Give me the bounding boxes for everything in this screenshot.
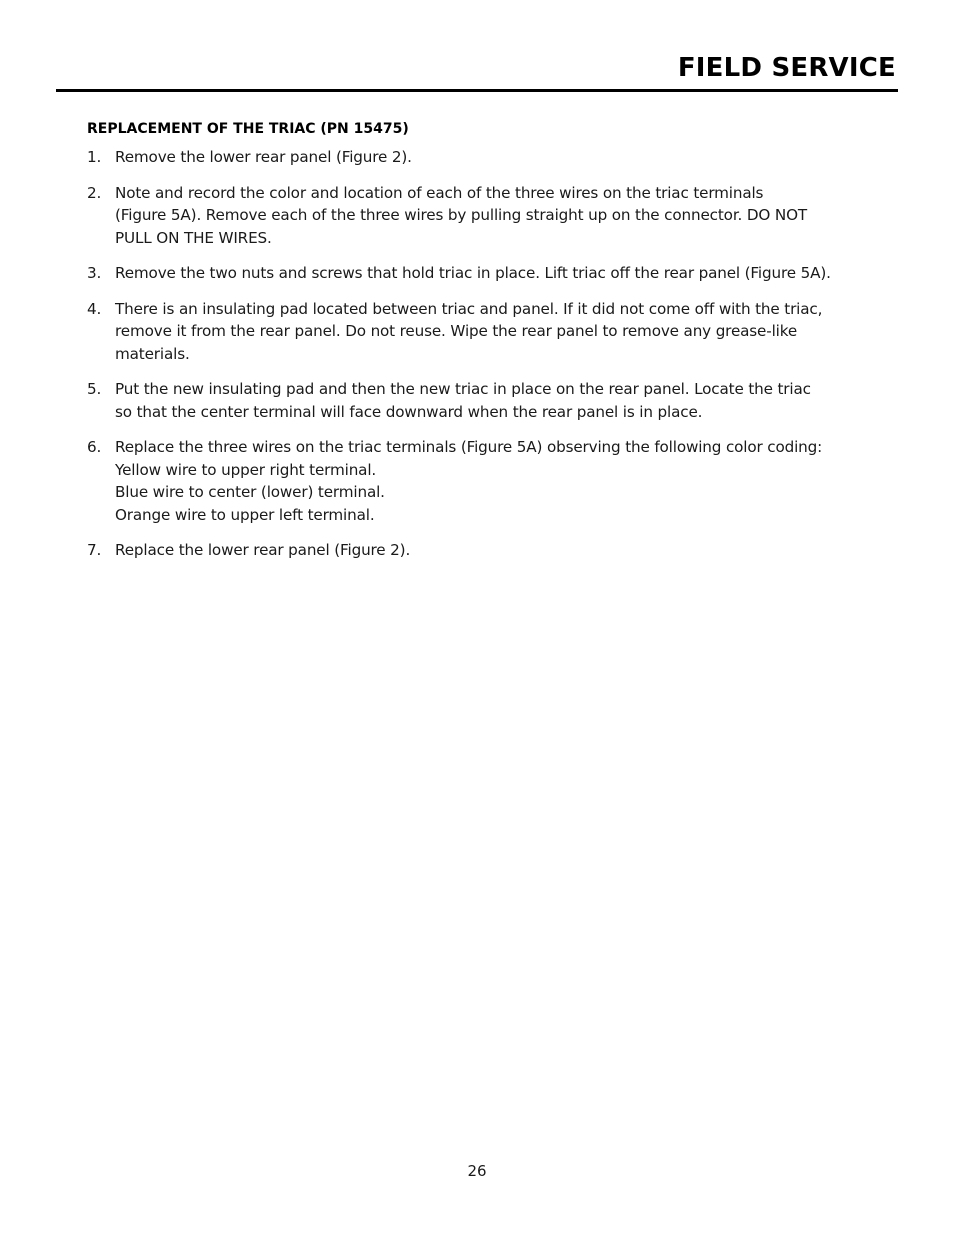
section-heading: REPLACEMENT OF THE TRIAC (PN 15475)	[87, 121, 409, 137]
step-text-line: PULL ON THE WIRES.	[115, 228, 272, 247]
step-text-line: materials.	[115, 344, 190, 363]
step-text-line: Remove the two nuts and screws that hold triac in place. Lift triac off the rear panel (Figure 5A).	[115, 264, 831, 282]
step-number: 4.	[87, 299, 102, 318]
step-text-line: Blue wire to center (lower) terminal.	[115, 483, 385, 501]
page-header	[56, 52, 898, 92]
step-text-line: so that the center terminal will face downward when the rear panel is in place.	[115, 402, 703, 421]
step-text-line: Remove the lower rear panel (Figure 2).	[115, 148, 412, 166]
step-number: 1.	[87, 148, 102, 166]
list-item	[87, 378, 877, 423]
step-text-line: Put the new insulating pad and then the new triac in place on the rear panel. Locate the triac	[115, 380, 811, 398]
step-number: 5.	[87, 380, 102, 398]
list-item	[87, 146, 877, 169]
list-item	[87, 539, 877, 562]
step-number: 6.	[87, 438, 102, 456]
step-number: 3.	[87, 264, 102, 282]
steps-list	[87, 146, 877, 562]
step-text-line: (Figure 5A). Remove each of the three wires by pulling straight up on the connector. DO NOT	[115, 206, 808, 224]
list-item	[87, 436, 877, 526]
step-text-line: Orange wire to upper left terminal.	[115, 505, 375, 524]
list-item	[87, 262, 877, 285]
step-text-line: Replace the three wires on the triac terminals (Figure 5A) observing the following color coding:	[115, 438, 823, 456]
page-number: 26	[467, 1162, 487, 1180]
list-item	[87, 298, 877, 366]
step-text-line: Note and record the color and location of each of the three wires on the triac terminals	[115, 183, 764, 202]
step-text-line: Replace the lower rear panel (Figure 2).	[115, 541, 411, 559]
step-number: 7.	[87, 541, 102, 559]
triac-replacement-section	[87, 119, 877, 575]
step-text-line: Yellow wire to upper right terminal.	[115, 460, 377, 479]
step-number: 2.	[87, 183, 102, 202]
list-item	[87, 182, 877, 250]
step-text-line: remove it from the rear panel. Do not reuse. Wipe the rear panel to remove any grease-like	[115, 322, 798, 340]
page-title: FIELD SERVICE	[677, 53, 896, 83]
step-text-line: There is an insulating pad located between triac and panel. If it did not come off with the triac,	[115, 299, 823, 318]
